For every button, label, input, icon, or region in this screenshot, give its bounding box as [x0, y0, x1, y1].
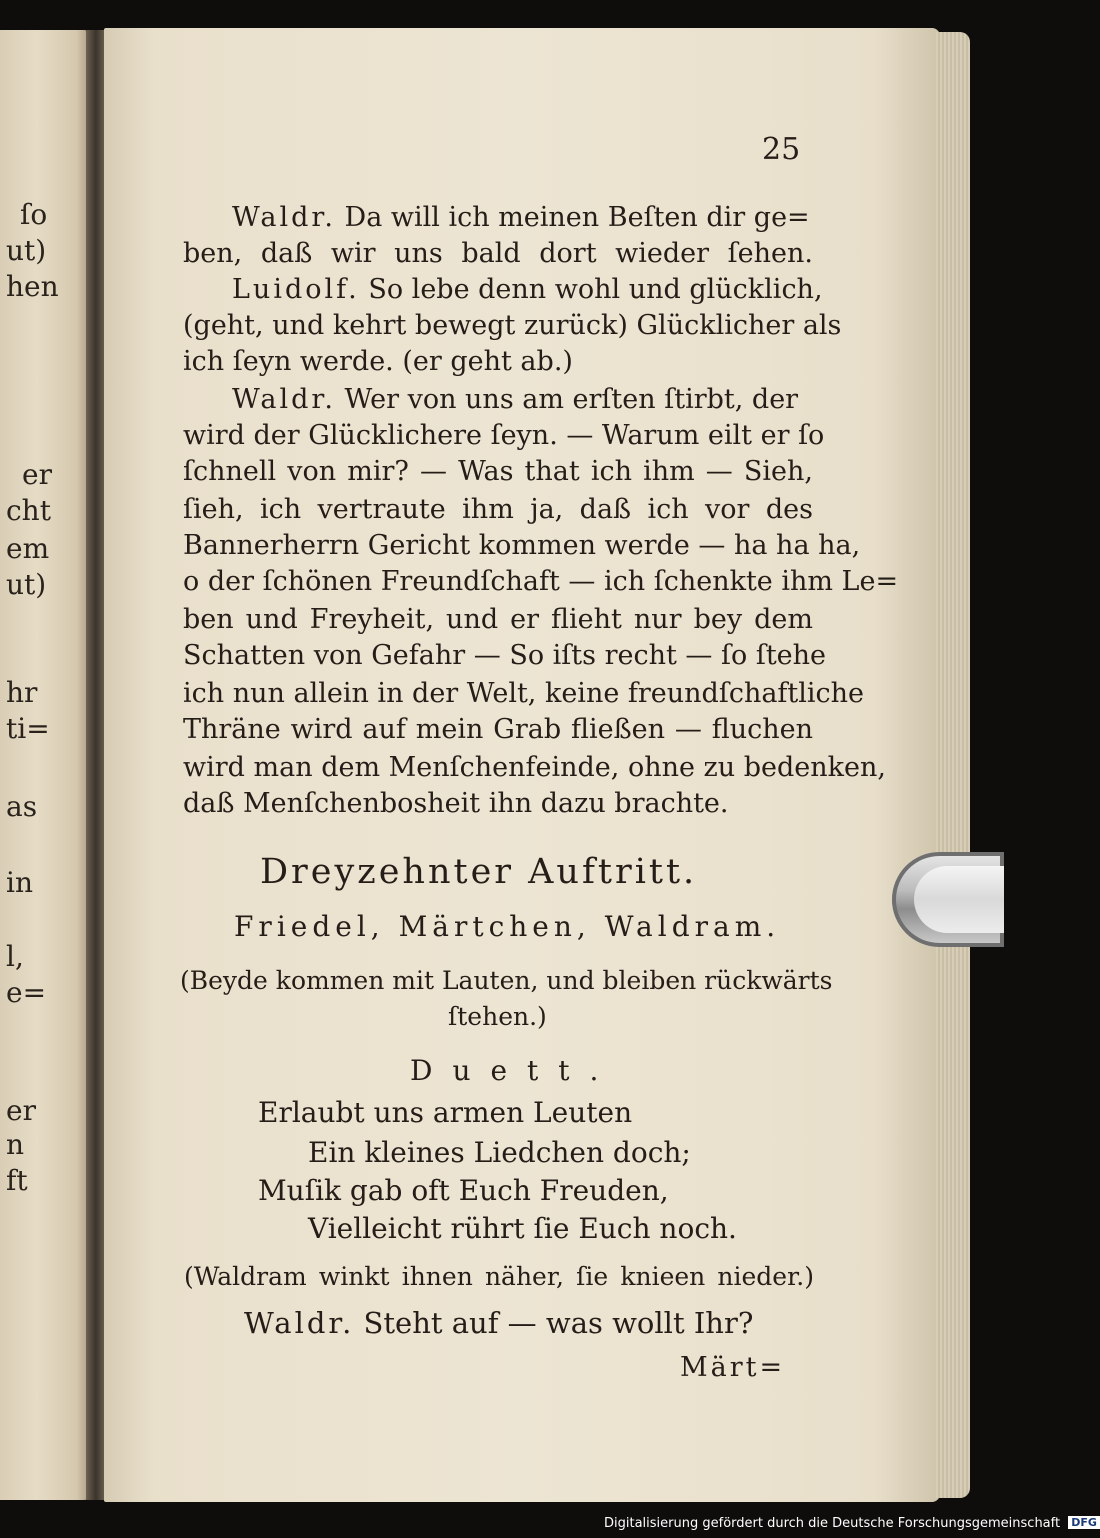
speech-line: daß Menſchenbosheit ihn dazu brachte.	[183, 788, 729, 819]
speech-line: (geht, und kehrt bewegt zurück) Glücklicher als	[183, 310, 842, 341]
verse-line: Ein kleines Liedchen doch;	[308, 1136, 691, 1169]
left-fragment: hr	[6, 676, 38, 709]
left-fragment: l,	[6, 940, 24, 973]
speaker-name: Waldr.	[232, 202, 336, 233]
character-list: Friedel, Märtchen, Waldram.	[234, 910, 781, 943]
speech-line: Schatten von Gefahr — So iſts recht — ſo ſtehe	[183, 640, 827, 671]
left-fragment: em	[6, 532, 50, 565]
speech-line: o der ſchönen Freundſchaft — ich ſchenkte ihm Le=	[183, 566, 899, 597]
speech-line: ich ſeyn werde. (er geht ab.)	[183, 346, 573, 377]
left-fragment: er	[22, 458, 52, 491]
speaker-name: Waldr.	[232, 384, 336, 415]
stage-direction: ſtehen.)	[448, 1002, 547, 1031]
speech-line: wird man dem Menſchenfeinde, ohne zu bedenken,	[183, 752, 886, 783]
speech-line: ben, daß wir uns bald dort wieder ſehen.	[183, 238, 813, 269]
left-fragment: e=	[6, 976, 47, 1009]
left-fragment: as	[6, 790, 38, 823]
speech-line: wird der Glücklichere ſeyn. — Warum eilt er ſo	[183, 420, 825, 451]
left-fragment: er	[6, 1094, 36, 1127]
left-fragment: n	[6, 1128, 25, 1161]
speech-text: So lebe denn wohl und glücklich,	[368, 274, 823, 305]
left-fragment: ut)	[6, 568, 47, 601]
speech-text: Wer von uns am erſten ſtirbt, der	[344, 384, 799, 415]
page-edges	[936, 32, 970, 1498]
left-fragment: ft	[6, 1164, 28, 1197]
duet-title: Duett.	[410, 1054, 619, 1087]
left-fragment: ti=	[6, 712, 50, 745]
verse-line: Vielleicht rührt ſie Euch noch.	[308, 1212, 737, 1245]
dfg-logo: DFG	[1068, 1516, 1100, 1529]
verse-line: Muſik gab oft Euch Freuden,	[258, 1174, 669, 1207]
speech-line	[232, 274, 823, 305]
stage-direction: (Waldram winkt ihnen näher, ſie knieen nieder.)	[184, 1262, 814, 1291]
speaker-name: Waldr.	[244, 1306, 355, 1340]
page-number: 25	[762, 132, 801, 167]
speech-line	[232, 384, 798, 415]
speech-line: ich nun allein in der Welt, keine freundſchaftliche	[183, 678, 865, 709]
speech-line: ſchnell von mir? — Was that ich ihm — Sieh,	[183, 456, 813, 487]
speaker-name: Luidolf.	[232, 274, 360, 305]
speech-line: Thräne wird auf mein Grab fließen — fluchen	[183, 714, 813, 745]
left-fragment: hen	[6, 270, 59, 303]
verse-line: Erlaubt uns armen Leuten	[258, 1096, 633, 1129]
footer-text: Digitalisierung gefördert durch die Deutsche Forschungsgemeinschaft	[604, 1516, 1061, 1531]
speech-line: Bannerherrn Gericht kommen werde — ha ha ha,	[183, 530, 861, 561]
digitization-footer	[604, 1516, 1097, 1531]
left-fragment: ut)	[6, 234, 47, 267]
catchword: Märt=	[680, 1352, 786, 1383]
speech-text: Da will ich meinen Beſten dir ge=	[344, 202, 810, 233]
left-fragment: cht	[6, 494, 51, 527]
page-clip-inner	[914, 866, 1004, 933]
stage-direction: (Beyde kommen mit Lauten, und bleiben rückwärts	[180, 966, 833, 995]
left-fragment: in	[6, 866, 33, 899]
speech-line: ſieh, ich vertraute ihm ja, daß ich vor des	[183, 494, 813, 525]
left-fragment: ſo	[20, 198, 48, 231]
speech-line	[232, 202, 810, 233]
speech-line	[244, 1306, 753, 1340]
speech-line: ben und Freyheit, und er flieht nur bey dem	[183, 604, 813, 635]
scene-heading: Dreyzehnter Auftritt.	[260, 852, 698, 892]
speech-text: Steht auf — was wollt Ihr?	[363, 1306, 754, 1340]
